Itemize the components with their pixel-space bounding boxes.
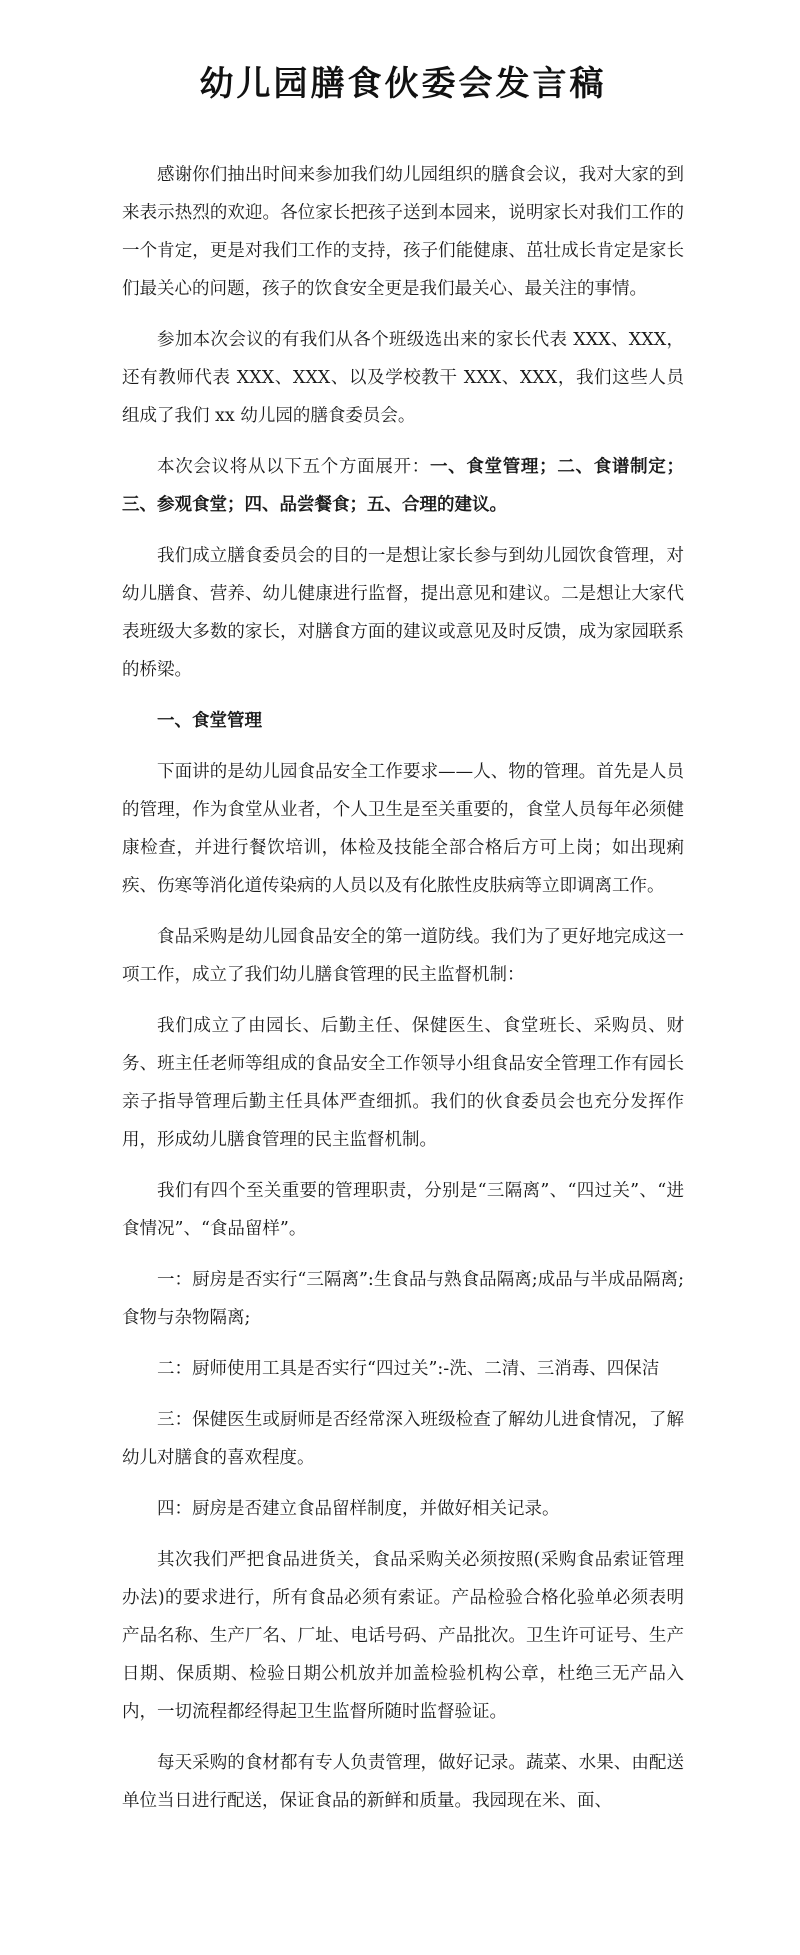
section-heading-canteen-management: 一、食堂管理 xyxy=(157,711,262,731)
paragraph-daily-ingredients: 每天采购的食材都有专人负责管理，做好记录。蔬菜、水果、由配送单位当日进行配送，保证食品的新鲜和质量。我园现在米、面、 xyxy=(122,1753,684,1811)
paragraph-four-duties: 我们有四个至关重要的管理职责，分别是“三隔离”、“四过关”、“进食情况”、“食品留样”。 xyxy=(122,1181,684,1239)
paragraph-committee-members: 参加本次会议的有我们从各个班级选出来的家长代表 XXX、XXX，还有教师代表 XXX、XXX、以及学校教干 XXX、XXX，我们这些人员组成了我们 xx 幼儿园的膳食委员会。 xyxy=(122,330,684,426)
paragraph-food-purchasing: 食品采购是幼儿园食品安全的第一道防线。我们为了更好地完成这一项工作，成立了我们幼儿膳食管理的民主监督机制： xyxy=(122,927,684,985)
document-title: 幼儿园膳食伙委会发言稿 xyxy=(199,64,607,104)
paragraph-staff-management: 下面讲的是幼儿园食品安全工作要求——人、物的管理。首先是人员的管理，作为食堂从业者，个人卫生是至关重要的，食堂人员每年必须健康检查，并进行餐饮培训，体检及技能全部合格后方可上岗；如出现痢疾、伤寒等消化道传染病的人员以及有化脓性皮肤病等立即调离工作。 xyxy=(122,762,684,896)
paragraph-purchase-control: 其次我们严把食品进货关，食品采购关必须按照(采购食品索证管理办法)的要求进行，所有食品必须有索证。产品检验合格化验单必须表明产品名称、生产厂名、厂址、电话号码、产品批次。卫生许可证号、生产日期、保质期、检验日期公机放并加盖检验机构公章，杜绝三无产品入内，一切流程都经得起卫生监督所随时监督验证。 xyxy=(122,1550,684,1722)
paragraph-safety-group: 我们成立了由园长、后勤主任、保健医生、食堂班长、采购员、财务、班主任老师等组成的食品安全工作领导小组食品安全管理工作有园长亲子指导管理后勤主任具体严查细抓。我们的伙食委员会也充分发挥作用，形成幼儿膳食管理的民主监督机制。 xyxy=(122,1016,684,1150)
paragraph-agenda xyxy=(122,448,684,524)
paragraph-duty-four: 四：厨房是否建立食品留样制度，并做好相关记录。 xyxy=(157,1499,560,1519)
paragraph-welcome: 感谢你们抽出时间来参加我们幼儿园组织的膳食会议，我对大家的到来表示热烈的欢迎。各位家长把孩子送到本园来，说明家长对我们工作的一个肯定，更是对我们工作的支持，孩子们能健康、茁壮成长肯定是家长们最关心的问题，孩子的饮食安全更是我们最关心、最关注的事情。 xyxy=(122,165,684,299)
paragraph-duty-one: 一：厨房是否实行“三隔离”:生食品与熟食品隔离;成品与半成品隔离;食物与杂物隔离; xyxy=(122,1270,684,1328)
paragraph-purpose: 我们成立膳食委员会的目的一是想让家长参与到幼儿园饮食管理，对幼儿膳食、营养、幼儿健康进行监督，提出意见和建议。二是想让大家代表班级大多数的家长，对膳食方面的建议或意见及时反馈，成为家园联系的桥梁。 xyxy=(122,546,684,680)
agenda-lead-text: 本次会议将从以下五个方面展开： xyxy=(157,457,430,477)
agenda-items-bold: 一、食堂管理；二、食谱制定；三、参观食堂；四、品尝餐食；五、合理的建议。 xyxy=(122,457,685,515)
paragraph-duty-three: 三：保健医生或厨师是否经常深入班级检查了解幼儿进食情况，了解幼儿对膳食的喜欢程度。 xyxy=(122,1410,684,1468)
paragraph-duty-two: 二：厨师使用工具是否实行“四过关”:-洗、二清、三消毒、四保洁 xyxy=(157,1359,660,1379)
